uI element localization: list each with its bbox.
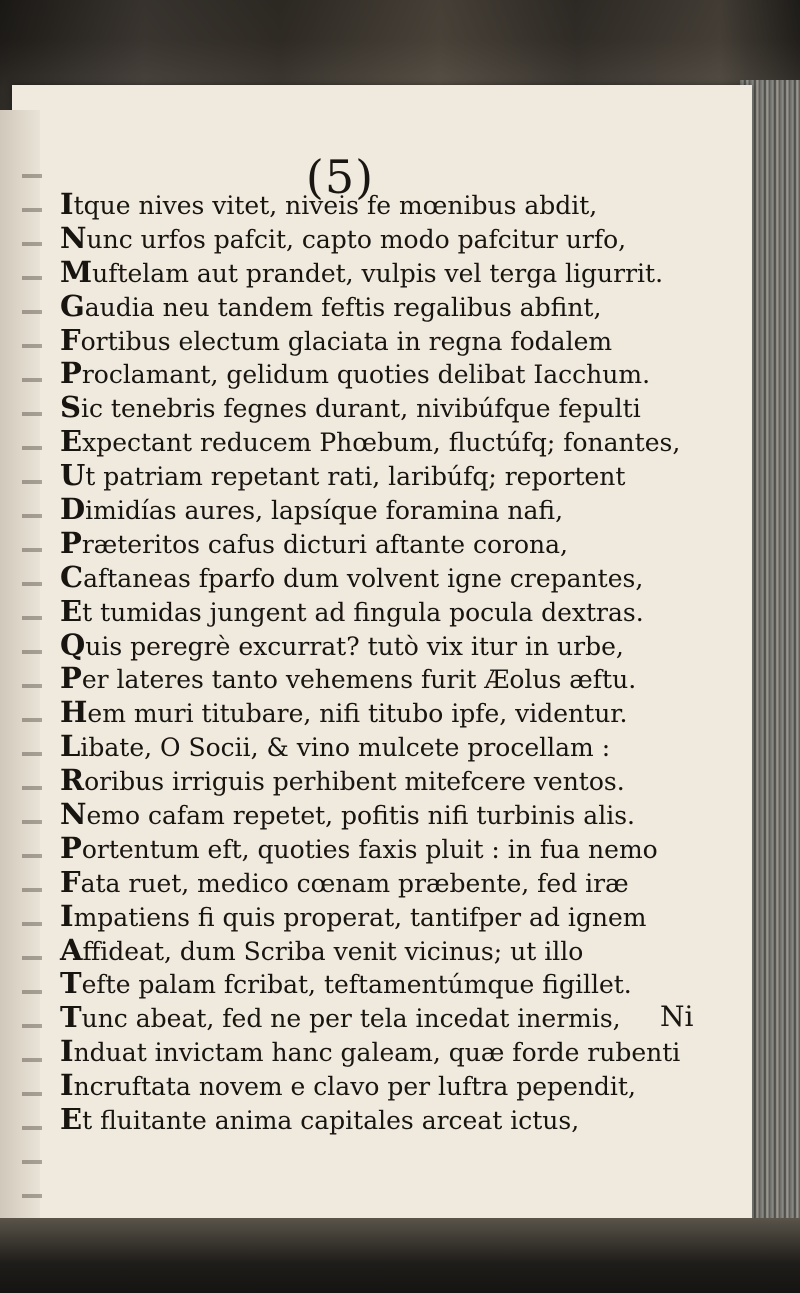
verse-line: Dimidías aures, lapsíque foramina nafi,	[60, 492, 564, 527]
margin-marks	[22, 160, 42, 1220]
verse-line: Et fluitante anima capitales arceat ictus,	[60, 1102, 580, 1137]
verse-line: Per lateres tanto vehemens furit Æolus æftu.	[60, 661, 637, 696]
verse-block	[60, 188, 730, 1137]
verse-line: Præteritos cafus dicturi aftante corona,	[60, 525, 569, 560]
verse-line: Affideat, dum Scriba venit vicinus; ut illo	[60, 932, 584, 967]
verse-line: Hem muri titubare, nifi titubo ipfe, videntur.	[60, 695, 628, 730]
verse-line: Portentum eft, quoties faxis pluit : in fua nemo	[60, 830, 658, 865]
verse-line: Gaudia neu tandem feftis regalibus abfint,	[60, 288, 602, 323]
verse-line: Incruftata novem e clavo per luftra pependit,	[60, 1068, 636, 1103]
verse-line: Itque nives vitet, niveis fe mœnibus abdit,	[60, 187, 598, 221]
verse-line: Muftelam aut prandet, vulpis vel terga ligurrit.	[60, 254, 664, 289]
verse-line: Nemo cafam repetet, pofitis nifi turbinis alis.	[60, 797, 635, 832]
verse-line: Impatiens fi quis properat, tantifper ad ignem	[60, 898, 647, 933]
verse-line: Induat invictam hanc galeam, quæ forde rubenti	[60, 1034, 681, 1069]
verse-line: Fata ruet, medico cœnam præbente, fed iræ	[60, 864, 629, 899]
verse-line: Tunc abeat, fed ne per tela incedat inermis,	[60, 1000, 621, 1035]
verse-line: Et tumidas jungent ad fingula pocula dextras.	[60, 593, 644, 628]
verse-line: Tefte palam fcribat, teftamentúmque figillet.	[60, 966, 632, 1001]
verse-line: Expectant reducem Phœbum, fluctúfq; fonantes,	[60, 424, 681, 459]
verse-line: Caftaneas fparfo dum volvent igne crepantes,	[60, 559, 644, 594]
page-number: (5)	[305, 150, 375, 204]
verse-line: Ut patriam repetant rati, laribúfq; reportent	[60, 458, 626, 493]
verse-line: Nunc urfos pafcit, capto modo pafcitur urfo,	[60, 220, 627, 255]
verse-line: Fortibus electum glaciata in regna fodalem	[60, 322, 613, 357]
catchword: Ni	[660, 1000, 694, 1033]
verse-line: Sic tenebris fegnes durant, nivibúfque fepulti	[60, 390, 641, 425]
verse-line: Roribus irriguis perhibent mitefcere ventos.	[60, 763, 625, 798]
verse-line: Quis peregrè excurrat? tutò vix itur in urbe,	[60, 627, 624, 662]
verse-line: Proclamant, gelidum quoties delibat Iacchum.	[60, 356, 651, 391]
bottom-shadow	[0, 1218, 800, 1293]
verse-line: Libate, O Socii, & vino mulcete procellam :	[60, 729, 611, 764]
